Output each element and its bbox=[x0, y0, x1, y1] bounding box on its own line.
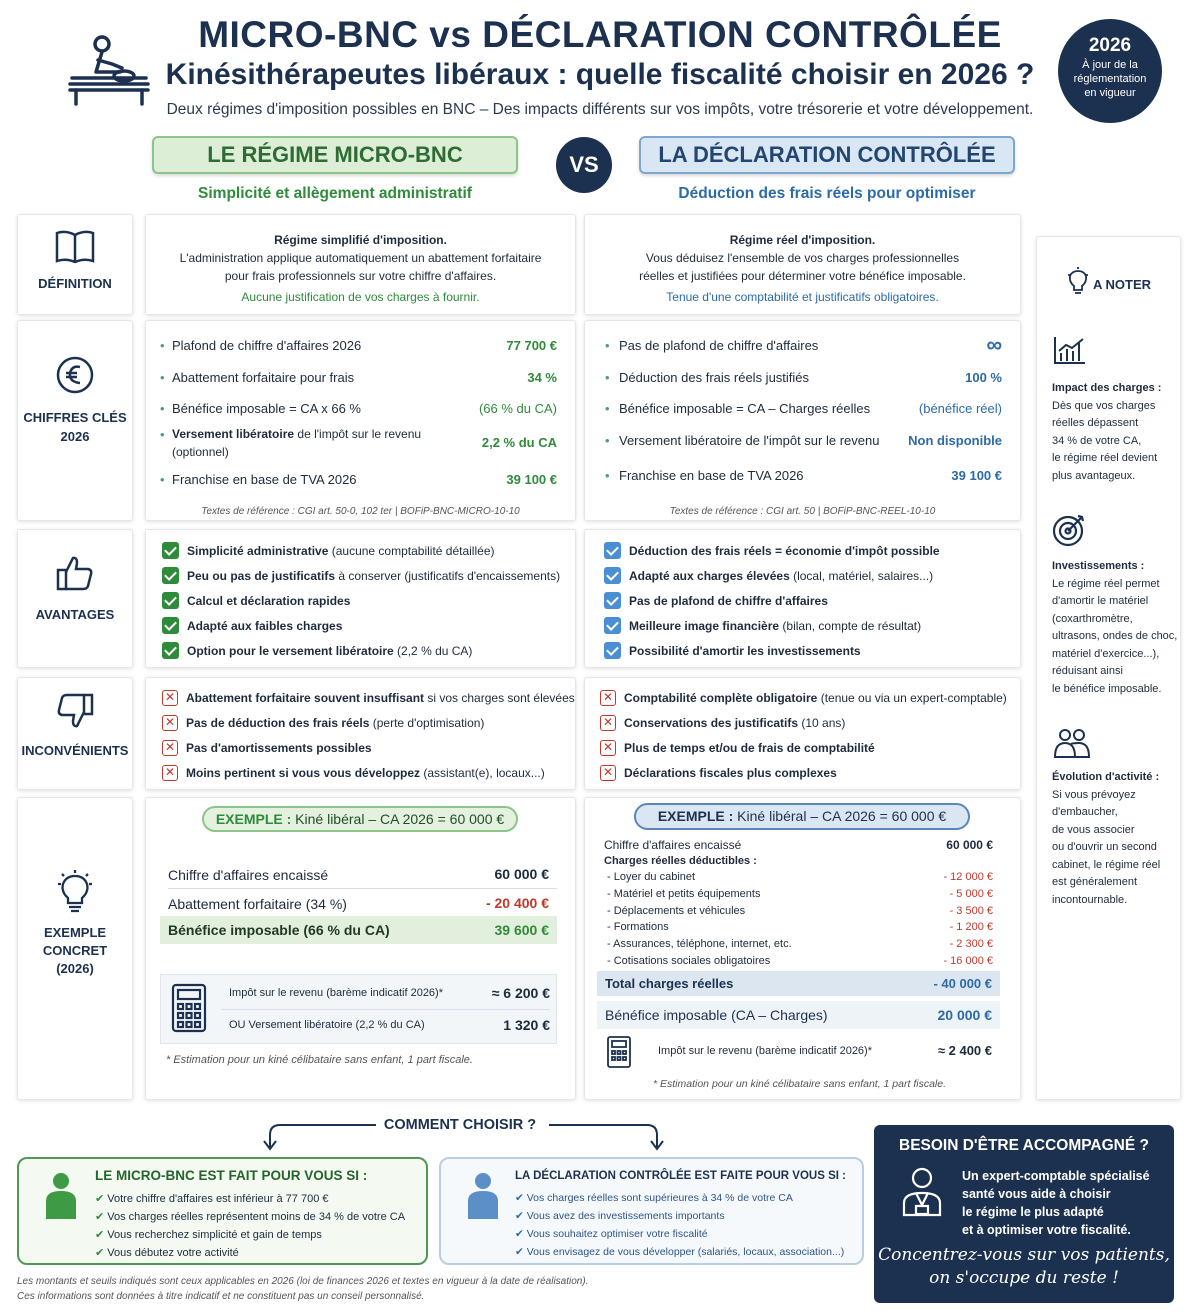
check-icon bbox=[162, 592, 179, 609]
item-strong: Meilleure image financière bbox=[629, 618, 780, 633]
list-item bbox=[604, 542, 940, 559]
item-strong: Déduction des frais réels = économie d'impôt possible bbox=[629, 543, 940, 558]
charge-value: - 1 200 € bbox=[949, 921, 993, 933]
note-line: le bénéfice imposable. bbox=[1052, 682, 1162, 695]
check-icon bbox=[604, 642, 621, 659]
total-charges-row bbox=[597, 971, 1000, 996]
item-strong: Pas de plafond de chiffre d'affaires bbox=[629, 593, 828, 608]
check-mark-icon: ✔ bbox=[95, 1211, 108, 1223]
ex-result-row bbox=[160, 916, 557, 944]
row-label-text: CONCRET bbox=[42, 943, 108, 958]
list-item bbox=[162, 690, 575, 706]
list-item bbox=[604, 642, 861, 659]
left-arrow-icon bbox=[260, 1117, 380, 1153]
note-line: ultrasons, ondes de choc, bbox=[1052, 630, 1178, 642]
list-item bbox=[162, 765, 545, 781]
micro-title: LE RÉGIME MICRO-BNC bbox=[207, 142, 463, 167]
definition-text: réelles et justifiées pour déterminer votre bénéfice imposable. bbox=[639, 269, 966, 283]
ex-label: Abattement forfaitaire (34 %) bbox=[168, 896, 347, 912]
note-line: plus avantageux. bbox=[1052, 469, 1136, 482]
book-icon bbox=[54, 229, 96, 265]
person-blue-icon bbox=[463, 1171, 503, 1221]
charge-label: - Cotisations sociales obligatoires bbox=[607, 955, 771, 967]
charge-label: - Formations bbox=[607, 921, 669, 933]
item-strong: Déclarations fiscales plus complexes bbox=[624, 766, 837, 780]
charge-label: - Déplacements et véhicules bbox=[607, 905, 746, 917]
advantages-reel-card bbox=[584, 529, 1021, 668]
note-line: Dès que vos charges bbox=[1052, 399, 1156, 412]
cross-icon: ✕ bbox=[600, 690, 616, 706]
row-label-text: CHIFFRES CLÉS bbox=[23, 410, 127, 425]
row-label-definition bbox=[17, 214, 133, 315]
item-strong: Adapté aux charges élevées bbox=[629, 568, 790, 583]
choose-title: COMMENT CHOISIR ? bbox=[383, 1117, 537, 1133]
note-line: est généralement bbox=[1052, 876, 1137, 888]
kf-label: Pas de plafond de chiffre d'affaires bbox=[619, 338, 819, 353]
kf-label: Bénéfice imposable = CA – Charges réelles bbox=[619, 401, 871, 416]
charge-label: - Assurances, téléphone, internet, etc. bbox=[607, 938, 792, 950]
help-line: santé vous aide à choisir bbox=[962, 1187, 1111, 1201]
note-line: matériel d'exercice...), bbox=[1052, 647, 1160, 660]
list-item bbox=[162, 567, 560, 584]
advantages-micro-card bbox=[145, 529, 576, 668]
definition-title: Régime simplifié d'imposition. bbox=[274, 233, 447, 247]
check-mark-icon: ✔ bbox=[515, 1192, 527, 1204]
note-line: réduisant ainsi bbox=[1052, 665, 1123, 677]
cross-icon: ✕ bbox=[600, 715, 616, 731]
kf-value: 2,2 % du CA bbox=[481, 435, 557, 450]
choose-item bbox=[515, 1210, 725, 1222]
choose-item bbox=[515, 1246, 844, 1258]
accountant-icon bbox=[900, 1165, 944, 1217]
note-line: incontournable. bbox=[1052, 893, 1128, 906]
choose-micro-card bbox=[17, 1157, 428, 1265]
check-icon bbox=[604, 567, 621, 584]
definition-text: L'administration applique automatiquement un abattement forfaitaire bbox=[179, 251, 542, 265]
list-item bbox=[600, 765, 837, 781]
item-strong: Option pour le versement libératoire bbox=[187, 643, 394, 658]
ex-label: Charges réelles déductibles : bbox=[604, 855, 757, 867]
calculator-icon bbox=[171, 983, 207, 1033]
choose-item-text: Vous débutez votre activité bbox=[107, 1247, 239, 1259]
list-item bbox=[600, 715, 845, 731]
badge-line: en vigueur bbox=[1084, 87, 1136, 99]
kf-label: Plafond de chiffre d'affaires 2026 bbox=[172, 338, 362, 353]
charge-value: - 12 000 € bbox=[943, 871, 993, 883]
kf-value: Non disponible bbox=[908, 433, 1002, 448]
kf-value: (66 % du CA) bbox=[478, 401, 557, 416]
help-line: et à optimiser votre fiscalité. bbox=[962, 1223, 1131, 1237]
charge-value: - 3 500 € bbox=[949, 905, 993, 917]
row-label-text: DÉFINITION bbox=[38, 276, 112, 291]
note-title: A NOTER bbox=[1093, 277, 1152, 292]
check-icon bbox=[162, 542, 179, 559]
kf-value: 34 % bbox=[527, 370, 557, 385]
chart-icon bbox=[1053, 335, 1087, 365]
check-icon bbox=[162, 642, 179, 659]
example-badge-strong: EXEMPLE : bbox=[657, 808, 734, 824]
help-box bbox=[874, 1125, 1174, 1303]
item-strong: Conservations des justificatifs bbox=[624, 716, 799, 730]
choose-item-text: Votre chiffre d'affaires est inférieur à 77 700 € bbox=[107, 1193, 329, 1205]
check-mark-icon: ✔ bbox=[515, 1228, 527, 1240]
charge-label: - Loyer du cabinet bbox=[607, 871, 696, 883]
choose-item-text: Vous souhaitez optimiser votre fiscalité bbox=[526, 1228, 708, 1240]
note-section-title: Investissements : bbox=[1052, 560, 1145, 572]
check-mark-icon: ✔ bbox=[95, 1247, 108, 1259]
kf-reference: Textes de référence : CGI art. 50 | BOFiP-BNC-REEL-10-10 bbox=[669, 506, 936, 517]
help-line: Un expert-comptable spécialisé bbox=[962, 1169, 1150, 1183]
list-item bbox=[162, 740, 372, 756]
example-micro-card bbox=[145, 797, 576, 1100]
row-label-inconvenients bbox=[17, 677, 133, 790]
example-badge-text: Kiné libéral – CA 2026 = 60 000 € bbox=[291, 811, 505, 827]
help-slogan: Concentrez-vous sur vos patients, bbox=[878, 1245, 1170, 1265]
note-line: le régime réel devient bbox=[1052, 452, 1158, 464]
cross-icon: ✕ bbox=[162, 715, 178, 731]
list-item bbox=[604, 592, 828, 609]
ex-value: 20 000 € bbox=[937, 1007, 992, 1023]
ex-label: Bénéfice imposable (66 % du CA) bbox=[168, 922, 390, 938]
check-mark-icon: ✔ bbox=[515, 1246, 527, 1258]
item-text: (perte d'optimisation) bbox=[369, 716, 485, 730]
note-section-title: Évolution d'activité : bbox=[1052, 771, 1160, 783]
ex-footnote: * Estimation pour un kiné célibataire sans enfant, 1 part fiscale. bbox=[166, 1054, 473, 1066]
drawbacks-reel-card bbox=[584, 677, 1021, 790]
ex-value: - 40 000 € bbox=[933, 976, 992, 991]
choose-title-reel: LA DÉCLARATION CONTRÔLÉE EST FAITE POUR VOUS SI : bbox=[515, 1170, 846, 1182]
item-text: (10 ans) bbox=[798, 716, 846, 730]
note-line: Si vous prévoyez bbox=[1052, 788, 1136, 801]
kf-label: (optionnel) bbox=[172, 445, 229, 459]
choose-item-text: Vos charges réelles représentent moins de 34 % de votre CA bbox=[107, 1211, 406, 1223]
example-badge bbox=[202, 806, 518, 832]
people-icon bbox=[1053, 727, 1091, 759]
tax-label: Impôt sur le revenu (barème indicatif 2026)* bbox=[658, 1045, 872, 1057]
micro-subtitle: Simplicité et allègement administratif bbox=[198, 185, 472, 202]
check-mark-icon: ✔ bbox=[515, 1210, 527, 1222]
item-strong: Pas de déduction des frais réels bbox=[186, 716, 370, 730]
check-mark-icon: ✔ bbox=[95, 1229, 108, 1241]
example-badge bbox=[634, 803, 970, 830]
reel-subtitle: Déduction des frais réels pour optimiser bbox=[678, 185, 976, 202]
badge-line: À jour de la bbox=[1082, 59, 1138, 71]
definition-text: Vous déduisez l'ensemble de vos charges professionnelles bbox=[645, 251, 960, 265]
check-mark-icon: ✔ bbox=[95, 1193, 108, 1205]
list-item bbox=[162, 715, 484, 731]
cross-icon: ✕ bbox=[600, 765, 616, 781]
lightbulb-icon bbox=[1067, 267, 1089, 297]
charge-value: - 2 300 € bbox=[949, 938, 993, 950]
tax-box bbox=[160, 974, 557, 1044]
kf-label: Bénéfice imposable = CA x 66 % bbox=[172, 401, 361, 416]
note-line: 34 % de votre CA, bbox=[1052, 434, 1142, 447]
ex-label: Chiffre d'affaires encaissé bbox=[168, 867, 329, 883]
note-line: (coxarthromètre, bbox=[1052, 612, 1133, 625]
row-label-chiffres bbox=[17, 320, 133, 521]
kf-label: Déduction des frais réels justifiés bbox=[619, 370, 810, 385]
item-strong: Abattement forfaitaire souvent insuffisant bbox=[186, 691, 425, 705]
item-strong: Simplicité administrative bbox=[187, 543, 329, 558]
kf-value: ∞ bbox=[986, 332, 1002, 357]
note-section-title: Impact des charges : bbox=[1052, 382, 1162, 394]
item-strong: Moins pertinent si vous vous développez bbox=[186, 766, 421, 780]
micro-title-banner bbox=[152, 136, 518, 174]
kf-label: de l'impôt sur le revenu bbox=[294, 427, 422, 441]
item-text: (tenue ou via un expert-comptable) bbox=[817, 691, 1007, 705]
reel-title-banner bbox=[639, 136, 1015, 174]
item-text: (bilan, compte de résultat) bbox=[779, 618, 922, 633]
choose-item-text: Vous recherchez simplicité et gain de temps bbox=[107, 1229, 322, 1241]
kf-value: 39 100 € bbox=[951, 468, 1002, 483]
note-line: cabinet, le régime réel bbox=[1052, 858, 1161, 871]
kf-value: 100 % bbox=[965, 370, 1002, 385]
choose-item-text: Vous avez des investissements importants bbox=[526, 1210, 725, 1222]
euro-icon bbox=[55, 355, 95, 395]
help-slogan: on s'occupe du reste ! bbox=[929, 1268, 1119, 1288]
cross-icon: ✕ bbox=[600, 740, 616, 756]
charge-value: - 16 000 € bbox=[943, 955, 993, 967]
kf-label: Franchise en base de TVA 2026 bbox=[619, 468, 804, 483]
footer-line: Ces informations sont données à titre indicatif et ne constituent pas un conseil personnalisé. bbox=[17, 1291, 425, 1302]
ex-footnote: * Estimation pour un kiné célibataire sans enfant, 1 part fiscale. bbox=[653, 1078, 946, 1090]
item-strong: Pas d'amortissements possibles bbox=[186, 741, 372, 755]
choose-title-micro: LE MICRO-BNC EST FAIT POUR VOUS SI : bbox=[95, 1168, 368, 1183]
kf-label: Abattement forfaitaire pour frais bbox=[172, 370, 355, 385]
thumbs-up-icon bbox=[55, 554, 95, 592]
reel-title: LA DÉCLARATION CONTRÔLÉE bbox=[658, 142, 996, 167]
definition-reel-card bbox=[584, 214, 1021, 315]
year-badge bbox=[1058, 19, 1162, 123]
row-label-text: AVANTAGES bbox=[35, 607, 115, 622]
item-strong: Plus de temps et/ou de frais de comptabilité bbox=[624, 741, 875, 755]
kine-logo-icon bbox=[66, 32, 150, 108]
help-title: BESOIN D'ÊTRE ACCOMPAGNÉ ? bbox=[899, 1137, 1149, 1154]
drawbacks-micro-card bbox=[145, 677, 576, 790]
list-item bbox=[162, 592, 350, 609]
tax-value: ≈ 6 200 € bbox=[491, 985, 550, 1001]
list-item bbox=[604, 567, 933, 584]
definition-note: Aucune justification de vos charges à fournir. bbox=[241, 290, 480, 304]
note-line: réelles dépassent bbox=[1052, 417, 1139, 429]
calculator-icon bbox=[606, 1035, 632, 1069]
row-label-avantages bbox=[17, 529, 133, 668]
charge-label: - Matériel et petits équipements bbox=[607, 888, 761, 900]
list-item bbox=[162, 617, 342, 634]
ex-label: Bénéfice imposable (CA – Charges) bbox=[605, 1007, 828, 1023]
row-label-text: 2026 bbox=[60, 429, 90, 444]
kf-value: 39 100 € bbox=[506, 472, 557, 487]
definition-text: pour frais professionnels sur votre chiffre d'affaires. bbox=[224, 269, 497, 283]
lightbulb-icon bbox=[55, 870, 95, 914]
choose-item bbox=[95, 1192, 329, 1205]
check-icon bbox=[604, 542, 621, 559]
list-item bbox=[600, 740, 875, 756]
kf-label: Versement libératoire de l'impôt sur le revenu bbox=[619, 433, 880, 448]
person-green-icon bbox=[41, 1171, 81, 1221]
item-text: (assistant(e), locaux...) bbox=[420, 766, 545, 780]
ex-value: 60 000 € bbox=[494, 866, 549, 882]
item-strong: Adapté aux faibles charges bbox=[187, 618, 343, 633]
example-badge-strong: EXEMPLE : bbox=[215, 811, 292, 827]
row-label-exemple bbox=[17, 797, 133, 1100]
benefit-row bbox=[597, 1001, 1000, 1029]
right-arrow-icon bbox=[545, 1117, 669, 1153]
key-figures-reel-card: • Pas de plafond de chiffre d'affaires ∞ • Déduction des frais réels justifiés 100 % • Bénéfice imposable = CA – Charges réelles (bénéfice réel) • Versement libératoire de l'impôt sur le revenu Non disponible • Franchise en base de TVA 2026 39 100 € Textes de référence : CGI art. 50 | BOFiP-BNC-REEL-10-10 bbox=[584, 320, 1021, 521]
note-panel bbox=[1036, 236, 1181, 1100]
ex-label: Total charges réelles bbox=[605, 976, 734, 991]
check-icon bbox=[162, 617, 179, 634]
target-icon bbox=[1052, 513, 1086, 547]
choose-item bbox=[95, 1210, 405, 1223]
cross-icon: ✕ bbox=[162, 690, 178, 706]
badge-line: réglementation bbox=[1073, 73, 1147, 85]
list-item bbox=[162, 542, 495, 559]
ex-value: 39 600 € bbox=[494, 922, 549, 938]
tax-label: OU Versement libératoire (2,2 % du CA) bbox=[229, 1019, 425, 1031]
choose-reel-card bbox=[439, 1157, 864, 1265]
list-item bbox=[604, 617, 921, 634]
check-icon bbox=[162, 567, 179, 584]
kf-value: (bénéfice réel) bbox=[918, 401, 1002, 416]
vs-label: VS bbox=[569, 152, 599, 177]
footer-line: Les montants et seuils indiqués sont ceux applicables en 2026 (loi de finances 2026 et textes en vigueur à la date de réalisation). bbox=[17, 1276, 589, 1287]
item-text: à conserver (justificatifs d'encaissements) bbox=[335, 568, 561, 583]
badge-year: 2026 bbox=[1088, 35, 1132, 56]
page-tagline: Deux régimes d'imposition possibles en BNC – Des impacts différents sur vos impôts, votre trésorerie et votre développement. bbox=[166, 101, 1034, 118]
ex-label: Chiffre d'affaires encaissé bbox=[604, 838, 742, 852]
example-badge-text: Kiné libéral – CA 2026 = 60 000 € bbox=[733, 808, 947, 824]
item-text: si vos charges sont élevées bbox=[424, 691, 575, 705]
note-line: Le régime réel permet bbox=[1052, 577, 1160, 590]
thumbs-down-icon bbox=[55, 692, 95, 730]
row-label-text: EXEMPLE bbox=[43, 925, 107, 940]
tax-value: ≈ 2 400 € bbox=[937, 1043, 992, 1058]
kf-value: 77 700 € bbox=[506, 338, 557, 353]
kf-reference: Textes de référence : CGI art. 50-0, 102 ter | BOFiP-BNC-MICRO-10-10 bbox=[201, 506, 520, 517]
choose-item bbox=[515, 1228, 708, 1240]
check-icon bbox=[604, 592, 621, 609]
tax-label: Impôt sur le revenu (barème indicatif 2026)* bbox=[229, 987, 443, 999]
item-strong: Peu ou pas de justificatifs bbox=[187, 568, 336, 583]
note-line: ou d'ouvrir un second bbox=[1052, 841, 1157, 853]
item-text: (local, matériel, salaires...) bbox=[789, 568, 934, 583]
item-strong: Comptabilité complète obligatoire bbox=[624, 691, 818, 705]
tax-value: 1 320 € bbox=[503, 1017, 550, 1033]
ex-value: - 20 400 € bbox=[485, 895, 549, 911]
choose-item-text: Vous envisagez de vous développer (salariés, locaux, association...) bbox=[526, 1246, 845, 1258]
definition-micro-card bbox=[145, 214, 576, 315]
list-item bbox=[600, 690, 1007, 706]
row-label-text: (2026) bbox=[56, 961, 94, 976]
item-strong: Calcul et déclaration rapides bbox=[187, 593, 351, 608]
choose-item bbox=[95, 1246, 239, 1259]
page-subtitle: Kinésithérapeutes libéraux : quelle fiscalité choisir en 2026 ? bbox=[165, 58, 1035, 91]
definition-note: Tenue d'une comptabilité et justificatifs obligatoires. bbox=[666, 290, 939, 304]
note-line: de vous associer bbox=[1052, 823, 1135, 836]
cross-icon: ✕ bbox=[162, 740, 178, 756]
definition-title: Régime réel d'imposition. bbox=[729, 233, 876, 247]
choose-item bbox=[515, 1192, 793, 1204]
note-line: d'amortir le matériel bbox=[1052, 595, 1149, 607]
check-icon bbox=[604, 617, 621, 634]
choose-item-text: Vos charges réelles sont supérieures à 34 % de votre CA bbox=[526, 1192, 793, 1204]
row-label-text: INCONVÉNIENTS bbox=[21, 743, 129, 758]
charge-value: - 5 000 € bbox=[949, 888, 993, 900]
vs-badge bbox=[556, 137, 612, 193]
kf-label-strong: Versement libératoire bbox=[172, 427, 295, 441]
item-text: (2,2 % du CA) bbox=[393, 643, 473, 658]
page-title: MICRO-BNC vs DÉCLARATION CONTRÔLÉE bbox=[198, 14, 1002, 55]
ex-value: 60 000 € bbox=[946, 838, 993, 852]
example-reel-card bbox=[584, 797, 1021, 1100]
note-line: d'embaucher, bbox=[1052, 806, 1118, 818]
item-strong: Possibilité d'amortir les investissements bbox=[629, 643, 861, 658]
kf-label: Franchise en base de TVA 2026 bbox=[172, 472, 357, 487]
key-figures-micro-card: • Plafond de chiffre d'affaires 2026 77 700 € • Abattement forfaitaire pour frais 34 % • Bénéfice imposable = CA x 66 % (66 % du CA) • Versement libératoire de l'impôt sur le revenu (optionnel) 2,2 % du CA • Franchise en base de TVA 2026 39 100 € Textes de référence : CGI art. 50-0, 102 ter | BOFiP-BNC-MICRO-10-10 bbox=[145, 320, 576, 521]
cross-icon: ✕ bbox=[162, 765, 178, 781]
choose-item bbox=[95, 1228, 322, 1241]
list-item bbox=[162, 642, 472, 659]
help-line: le régime le plus adapté bbox=[962, 1205, 1104, 1219]
item-text: (aucune comptabilité détaillée) bbox=[328, 543, 495, 558]
